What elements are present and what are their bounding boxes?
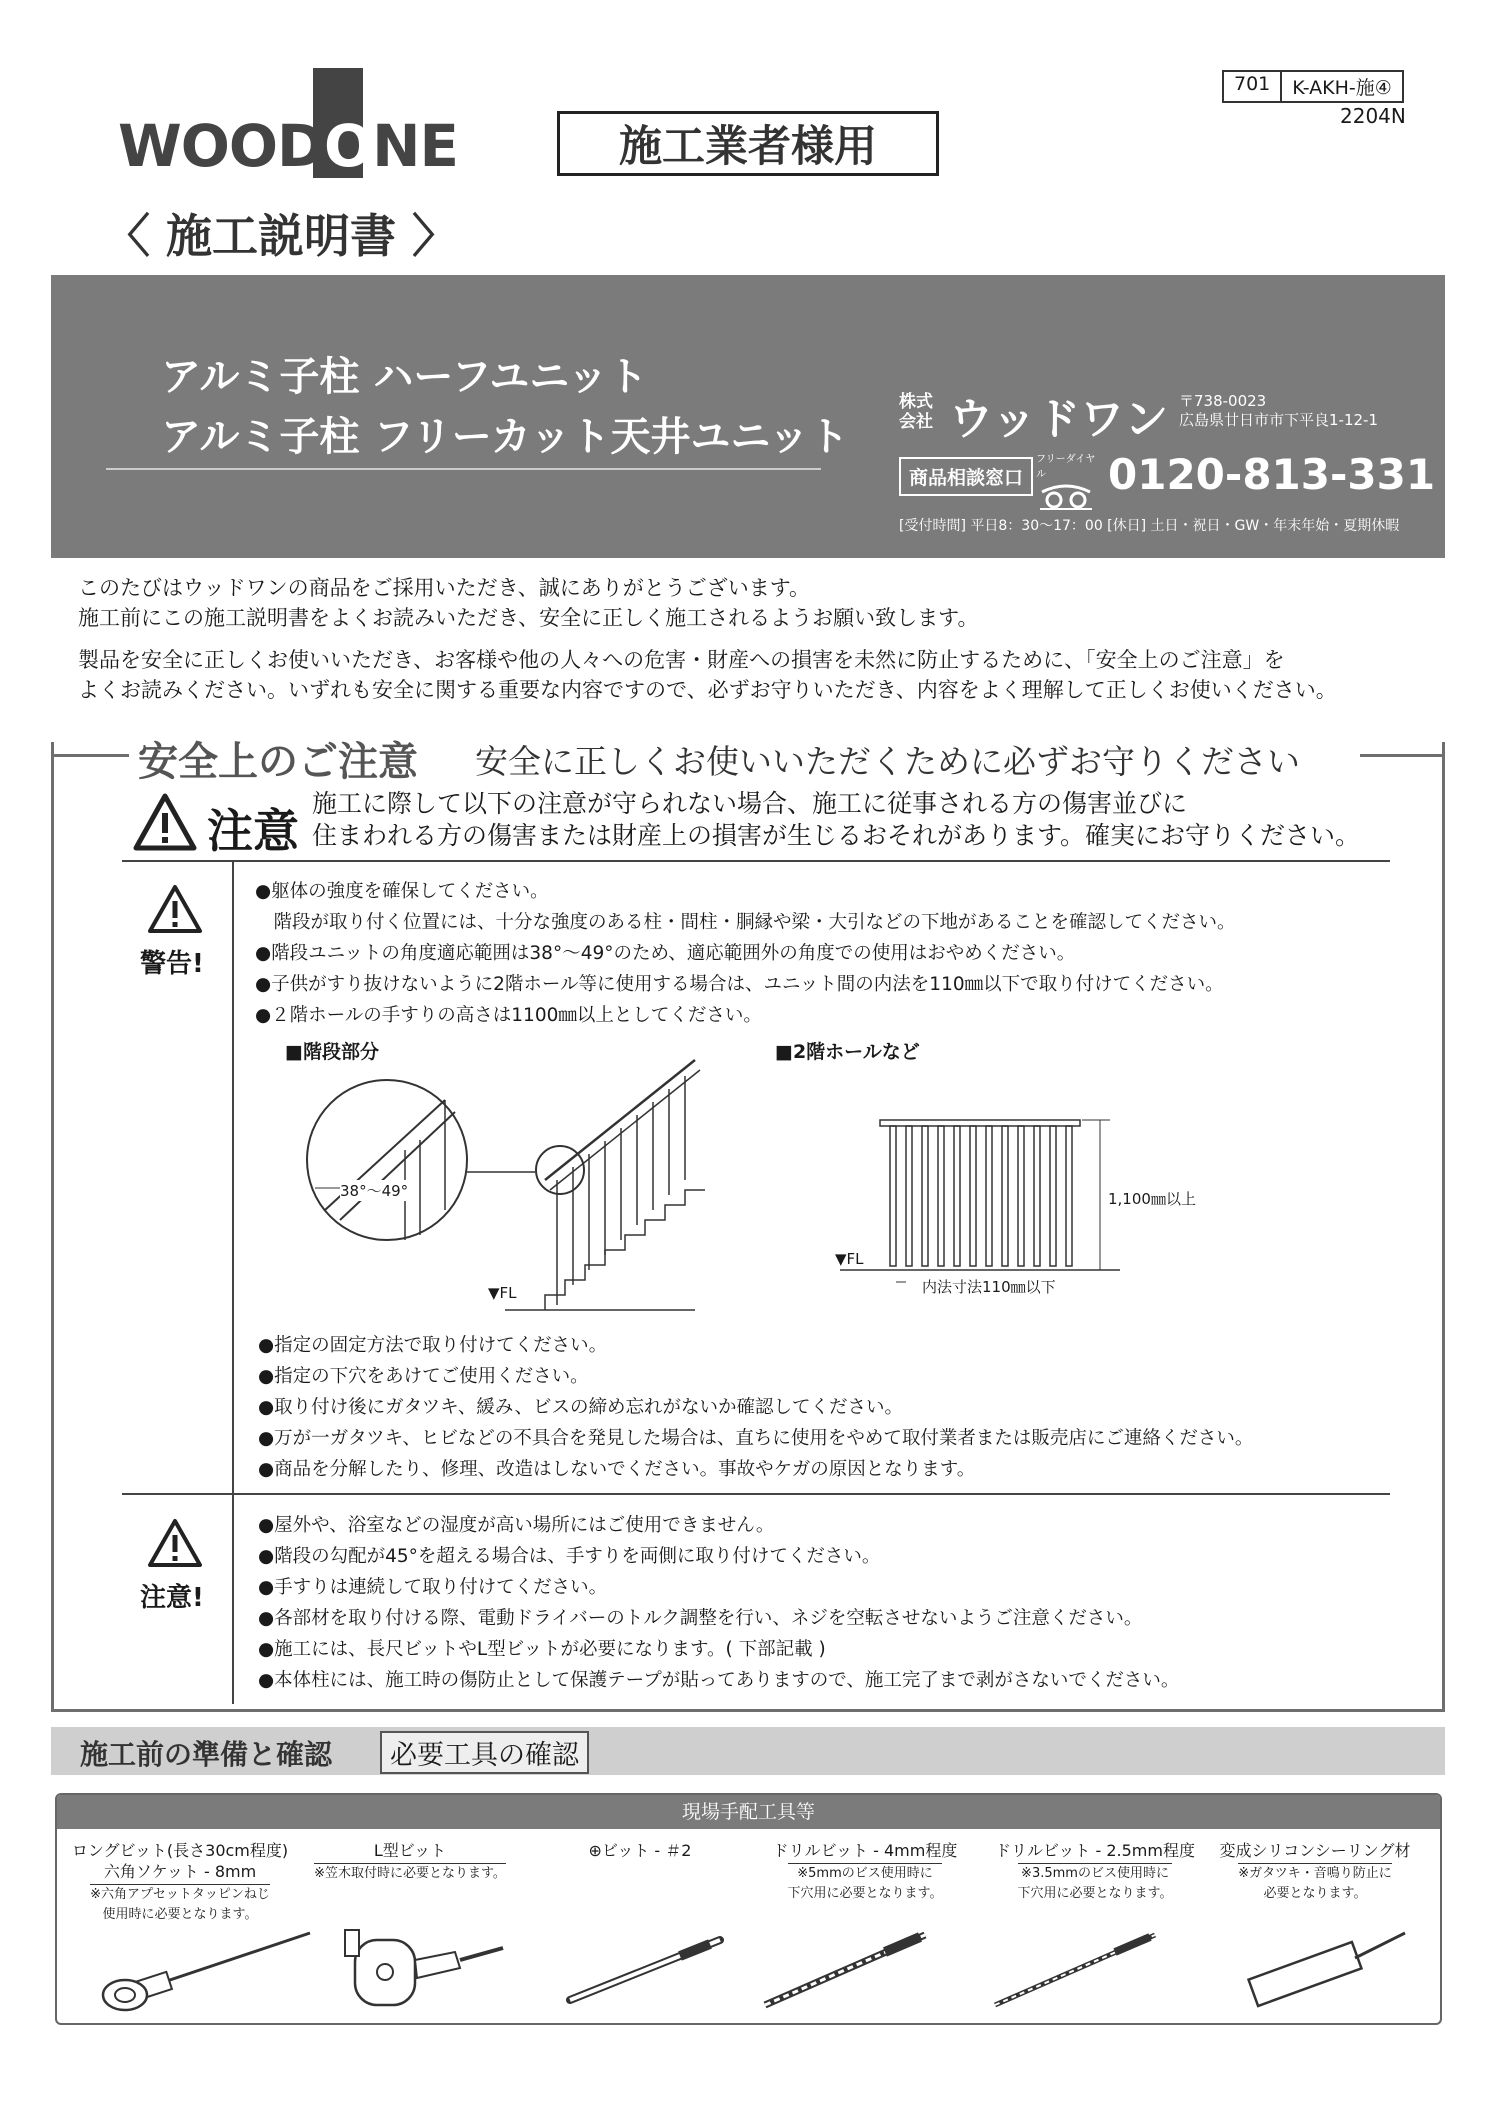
caution-label: 注意! (140, 1583, 204, 1613)
divider (122, 860, 1390, 862)
list-item: ●取り付け後にガタツキ、緩み、ビスの締め忘れがないか確認してください。 (258, 1397, 903, 1418)
socket-bit-icon (95, 1925, 315, 2015)
caution-list (258, 1510, 1179, 1696)
intro-line: このたびはウッドワンの商品をご採用いただき、誠にありがとうございます。 (78, 576, 811, 600)
tool-name: 変成シリコンシーリング材 (1219, 1841, 1411, 1860)
warning-triangle-icon (147, 884, 203, 934)
list-item: ●本体柱には、施工時の傷防止として保護テープが貼ってありますので、施工完了まで剥がさないでください。 (258, 1670, 1180, 1691)
consult-label: 商品相談窓口 (899, 457, 1033, 496)
banner-divider (106, 468, 821, 470)
list-item: ●子供がすり抜けないように2階ホール等に使用する場合は、ユニット間の内法を110㎜以下で取り付けてください。 (255, 974, 1224, 995)
company-address (1179, 392, 1378, 430)
safety-heading: 安全上のご注意 (138, 739, 418, 785)
intro-paragraph-2 (78, 645, 1337, 705)
business-hours: [受付時間] 平日8：30～17：00 [休日] 土日・祝日・GW・年末年始・夏期休暇 (899, 518, 1400, 534)
doc-code-id: K-AKH-施④ (1280, 72, 1402, 101)
warning-triangle-icon (133, 793, 197, 851)
tool-plus-bit (530, 1840, 750, 1861)
tool-note (90, 1884, 270, 1925)
divider (122, 1493, 1390, 1495)
company-name: ウッドワン (949, 394, 1169, 445)
intro-line: よくお読みください。いずれも安全に関する重要な内容ですので、必ずお守りいただき、内容をよく理解して正しくお使いください。 (78, 678, 1337, 702)
tool-name: ⊕ビット - ＃2 (588, 1841, 692, 1860)
caution-description (312, 788, 1360, 852)
list-item: ●躯体の強度を確保してください。 (255, 881, 549, 902)
warning-label: 警告! (140, 949, 204, 979)
product-name-1: アルミ子柱 ハーフユニット (161, 354, 648, 400)
caution-line: 施工に際して以下の注意が守られない場合、施工に従事される方の傷害並びに (312, 789, 1188, 818)
safety-subheading: 安全に正しくお使いいただくために必ずお守りください (475, 742, 1300, 781)
tool-note-line: ※5mmのビス使用時に (797, 1866, 933, 1881)
intro-paragraph-1 (78, 573, 978, 633)
logo-text (118, 116, 463, 192)
list-item: ●指定の下穴をあけてご使用ください。 (258, 1366, 589, 1387)
tool-note-line: ※3.5mmのビス使用時に (1021, 1866, 1169, 1881)
tool-note-line: 下穴用に必要となります。 (1017, 1886, 1173, 1901)
tool-drill-2-5mm (985, 1840, 1205, 1904)
list-item: ●万が一ガタツキ、ヒビなどの不具合を発見した場合は、直ちに使用をやめて取付業者または販売店にご連絡ください。 (258, 1428, 1254, 1449)
tool-note-line: 使用時に必要となります。 (102, 1907, 258, 1922)
tool-drill-4mm (755, 1840, 975, 1904)
doc-code-number: 701 (1234, 73, 1271, 95)
tool-name: ドリルビット - 4mm程度 (772, 1841, 958, 1860)
list-item: ●２階ホールの手すりの高さは1100㎜以上としてください。 (255, 1005, 762, 1026)
product-banner (51, 275, 1445, 558)
tool-note-line: 下穴用に必要となります。 (787, 1886, 943, 1901)
tool-long-bit (70, 1840, 290, 1925)
list-item: ●階段ユニットの角度適応範囲は38°～49°のため、適応範囲外の角度での使用はおやめください。 (255, 943, 1076, 964)
tool-note-line: ※六角アプセットタッピンねじ (90, 1887, 270, 1902)
tool-name: L型ビット (373, 1841, 447, 1860)
hall-height-label: 1,100㎜以上 (1108, 1190, 1196, 1208)
safety-top-rule (51, 754, 129, 757)
list-item: ●施工には、長尺ビットやL型ビットが必要になります。( 下部記載 ) (258, 1639, 826, 1660)
product-name-2: アルミ子柱 フリーカット天井ユニット (161, 414, 849, 460)
address-zip: 〒738-0023 (1179, 392, 1267, 410)
list-item: ●各部材を取り付ける際、電動ドライバーのトルク調整を行い、ネジを空転させないようご注意ください。 (258, 1608, 1143, 1629)
tools-header: 現場手配工具等 (57, 1795, 1440, 1829)
list-item: 階段が取り付く位置には、十分な強度のある柱・間柱・胴縁や梁・大引などの下地があることを確認してください。 (255, 912, 1236, 933)
tool-note-line: 必要となります。 (1263, 1886, 1367, 1901)
drill-bit-2-5mm-icon (990, 1930, 1160, 2010)
freedial-label: フリーダイヤル (1036, 454, 1096, 480)
tool-name: ロングビット(長さ30cm程度) (71, 1841, 289, 1860)
tool-l-bit (300, 1840, 520, 1884)
l-bit-icon (335, 1920, 505, 2015)
divider (232, 860, 234, 1704)
tool-name: 六角ソケット - 8mm (103, 1862, 257, 1881)
angle-range-label: 38°～49° (340, 1182, 409, 1200)
caution-line: 住まわれる方の傷害または財産上の損害が生じるおそれがあります。確実にお守りください。 (312, 821, 1361, 850)
list-item: ●指定の固定方法で取り付けてください。 (258, 1335, 608, 1356)
tool-note (314, 1863, 506, 1884)
hall-diagram-caption: ■2階ホールなど (775, 1041, 920, 1063)
freedial-mark (1036, 450, 1098, 514)
hall-floor-label: ▼FL (835, 1250, 864, 1268)
caution-word: 注意 (207, 804, 299, 858)
warning-list-2 (258, 1330, 1253, 1485)
phone-number: 0120-813-331 (1108, 450, 1436, 499)
tool-note (788, 1863, 943, 1904)
freedial-icon (1036, 480, 1096, 510)
floor-level-label: ▼FL (488, 1284, 517, 1302)
hall-gap-label: 内法寸法110㎜以下 (922, 1278, 1056, 1296)
woodone-logo (118, 68, 463, 178)
tool-note (1238, 1863, 1392, 1904)
list-item: ●屋外や、浴室などの湿度が高い場所にはご使用できません。 (258, 1515, 775, 1536)
revision-code: 2204N (1340, 104, 1406, 128)
caution-triangle-icon (147, 1518, 203, 1568)
document-title: 〈 施工説明書 〉 (104, 209, 459, 263)
tool-name: ドリルビット - 2.5mm程度 (995, 1841, 1195, 1860)
list-item: ●手すりは連続して取り付けてください。 (258, 1577, 608, 1598)
document-code (1222, 70, 1404, 103)
list-item: ●商品を分解したり、修理、改造はしないでください。事故やケガの原因となります。 (258, 1459, 976, 1480)
list-item: ●階段の勾配が45°を超える場合は、手すりを両側に取り付けてください。 (258, 1546, 881, 1567)
plus-bit-icon (560, 1930, 730, 2010)
corp-type: 株式会社 (899, 392, 933, 432)
stairs-diagram-caption: ■階段部分 (285, 1041, 379, 1063)
prep-tag: 必要工具の確認 (380, 1731, 589, 1774)
tool-note-line: ※笠木取付時に必要となります。 (314, 1866, 506, 1881)
intro-line: 施工前にこの施工説明書をよくお読みいただき、安全に正しく施工されるようお願い致します。 (78, 606, 979, 630)
tool-note-line: ※ガタツキ・音鳴り防止に (1238, 1866, 1392, 1881)
svg-text:WOODONE: WOODONE (118, 116, 459, 178)
safety-top-rule (1360, 754, 1445, 757)
address-line: 広島県廿日市市下平良1-12-1 (1179, 411, 1379, 429)
prep-title: 施工前の準備と確認 (80, 1738, 333, 1771)
drill-bit-4mm-icon (760, 1930, 930, 2010)
sealant-tube-icon (1240, 1925, 1410, 2010)
tool-note (1018, 1863, 1173, 1904)
tool-silicone-sealant (1205, 1840, 1425, 1904)
audience-box: 施工業者様用 (557, 111, 939, 176)
intro-line: 製品を安全に正しくお使いいただき、お客様や他の人々への危害・財産への損害を未然に防止するために、「安全上のご注意」を (78, 648, 1285, 672)
warning-list (255, 876, 1236, 1031)
